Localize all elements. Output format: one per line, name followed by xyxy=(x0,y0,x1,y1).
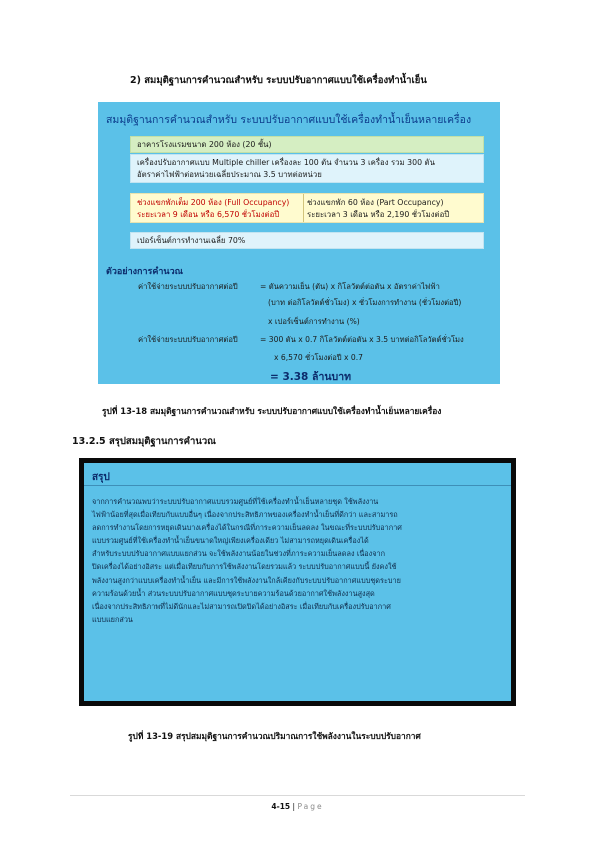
footer-divider xyxy=(70,795,525,796)
part-occupancy xyxy=(307,197,483,221)
summary-body xyxy=(92,495,508,626)
chiller-line-1: เครื่องปรับอากาศแบบ Multiple chiller เครื่องละ 100 ตัน จำนวน 3 เครื่อง รวม 300 ตัน xyxy=(137,158,435,167)
summary-line: แบบรวมศูนย์ที่ใช้เครื่องทำน้ำเย็นขนาดใหญ่เพียงเครื่องเดียว ไม่สามารถหยุดเดินเครื่องได้ xyxy=(92,536,369,546)
building-text: อาคารโรงแรมขนาด 200 ห้อง (20 ชั้น) xyxy=(137,140,272,149)
calc-2-line-1: = 300 ตัน x 0.7 กิโลวัตต์ต่อตัน x 3.5 บาทต่อกิโลวัตต์ชั่วโมง xyxy=(260,335,464,344)
part-occupancy-line-2: ระยะเวลา 3 เดือน หรือ 2,190 ชั่วโมงต่อปี xyxy=(307,210,450,219)
calc-result: = 3.38 ล้านบาท xyxy=(270,371,352,383)
figure-13-19 xyxy=(79,458,516,706)
page-label: Page xyxy=(297,802,324,811)
chiller-line-2: อัตราค่าไฟฟ้าต่อหน่วยเฉลี่ยประมาณ 3.5 บาทต่อหน่วย xyxy=(137,170,322,179)
building-box xyxy=(130,136,484,153)
calc-1-line-3: x เปอร์เซ็นต์การทำงาน (%) xyxy=(268,317,360,326)
summary-panel xyxy=(84,463,511,701)
summary-line: ปิดเครื่องได้อย่างอิสระ แต่เมื่อเทียบกับการใช้พลังงานโดยรวมแล้ว ระบบปรับอากาศแบบนี้ ยังคงใช้ xyxy=(92,562,397,572)
summary-line: พลังงานสูงกว่าแบบเครื่องทำน้ำเย็น และมีการใช้พลังงานใกล้เคียงกับระบบปรับอากาศแบบชุดระบาย xyxy=(92,575,401,585)
subsection-heading: 13.2.5 สรุปสมมุติฐานการคำนวณ xyxy=(72,436,216,447)
calc-1-label: ค่าใช้จ่ายระบบปรับอากาศต่อปี xyxy=(138,282,238,291)
footer-separator: | xyxy=(292,802,296,811)
summary-divider xyxy=(84,485,511,486)
occupancy-divider xyxy=(303,194,304,222)
full-occupancy-line-2: ระยะเวลา 9 เดือน หรือ 6,570 ชั่วโมงต่อปี xyxy=(137,210,280,219)
figure-title: สมมุติฐานการคำนวณสำหรับ ระบบปรับอากาศแบบใช้เครื่องทำน้ำเย็นหลายเครื่อง xyxy=(106,114,472,126)
summary-line: ไฟฟ้าน้อยที่สุดเมื่อเทียบกับแบบอื่นๆ เนื่องจากประสิทธิภาพของเครื่องทำน้ำเย็นที่ดีกว่า และสามารถ xyxy=(92,510,398,520)
summary-line: สำหรับระบบปรับอากาศแบบแยกส่วน จะใช้พลังงานน้อยในช่วงที่ภาระความเย็นลดลง เนื่องจาก xyxy=(92,549,386,559)
calc-1-line-1: = ตันความเย็น (ตัน) x กิโลวัตต์ต่อตัน x อัตราค่าไฟฟ้า xyxy=(260,282,440,291)
part-occupancy-line-1: ช่วงแขกพัก 60 ห้อง (Part Occupancy) xyxy=(307,198,444,207)
percent-box xyxy=(130,232,484,249)
summary-line: เนื่องจากประสิทธิภาพที่ไม่ดีนักและไม่สามารถเปิดปิดได้อย่างอิสระ เมื่อเทียบกับเครื่องปรับอากาศ xyxy=(92,601,391,611)
calc-1-line-2: (บาท ต่อกิโลวัตต์ชั่วโมง) x ชั่วโมงการทำงาน (ชั่วโมงต่อปี) xyxy=(268,298,462,307)
summary-line: ความร้อนด้วยน้ำ ส่วนระบบปรับอากาศแบบชุดระบายความร้อนด้วยอากาศใช้พลังงานสูงสุด xyxy=(92,588,375,598)
page-number: 4-15 xyxy=(271,802,291,811)
section-heading: 2) สมมุติฐานการคำนวณสำหรับ ระบบปรับอากาศแบบใช้เครื่องทำน้ำเย็น xyxy=(130,75,427,86)
percent-text: เปอร์เซ็นต์การทำงานเฉลี่ย 70% xyxy=(137,236,246,245)
summary-line: ลดการทำงานโดยการหยุดเดินบางเครื่องได้ในกรณีที่ภาระความเย็นลดลง ในขณะที่ระบบปรับอากาศ xyxy=(92,523,402,533)
caption-13-19: รูปที่ 13-19 สรุปสมมุติฐานการคำนวณปริมาณการใช้พลังงานในระบบปรับอากาศ xyxy=(128,731,421,741)
summary-line: จากการคำนวณพบว่าระบบปรับอากาศแบบรวมศูนย์ที่ใช้เครื่องทำน้ำเย็นหลายชุด ใช้พลังงาน xyxy=(92,497,379,506)
summary-title: สรุป xyxy=(92,472,110,483)
calc-2-line-2: x 6,570 ชั่วโมงต่อปี x 0.7 xyxy=(274,353,363,362)
calc-2-label: ค่าใช้จ่ายระบบปรับอากาศต่อปี xyxy=(138,335,238,344)
caption-13-18: รูปที่ 13-18 สมมุติฐานการคำนวณสำหรับ ระบบปรับอากาศแบบใช้เครื่องทำน้ำเย็นหลายเครื่อง xyxy=(102,406,442,416)
occupancy-box xyxy=(130,193,484,223)
figure-13-18 xyxy=(98,102,500,384)
example-title: ตัวอย่างการคำนวณ xyxy=(106,267,183,277)
chiller-box xyxy=(130,154,484,183)
summary-line: แบบแยกส่วน xyxy=(92,614,133,624)
full-occupancy-line-1: ช่วงแขกพักเต็ม 200 ห้อง (Full Occupancy) xyxy=(137,198,290,207)
page-footer xyxy=(0,802,595,811)
full-occupancy xyxy=(131,197,301,221)
